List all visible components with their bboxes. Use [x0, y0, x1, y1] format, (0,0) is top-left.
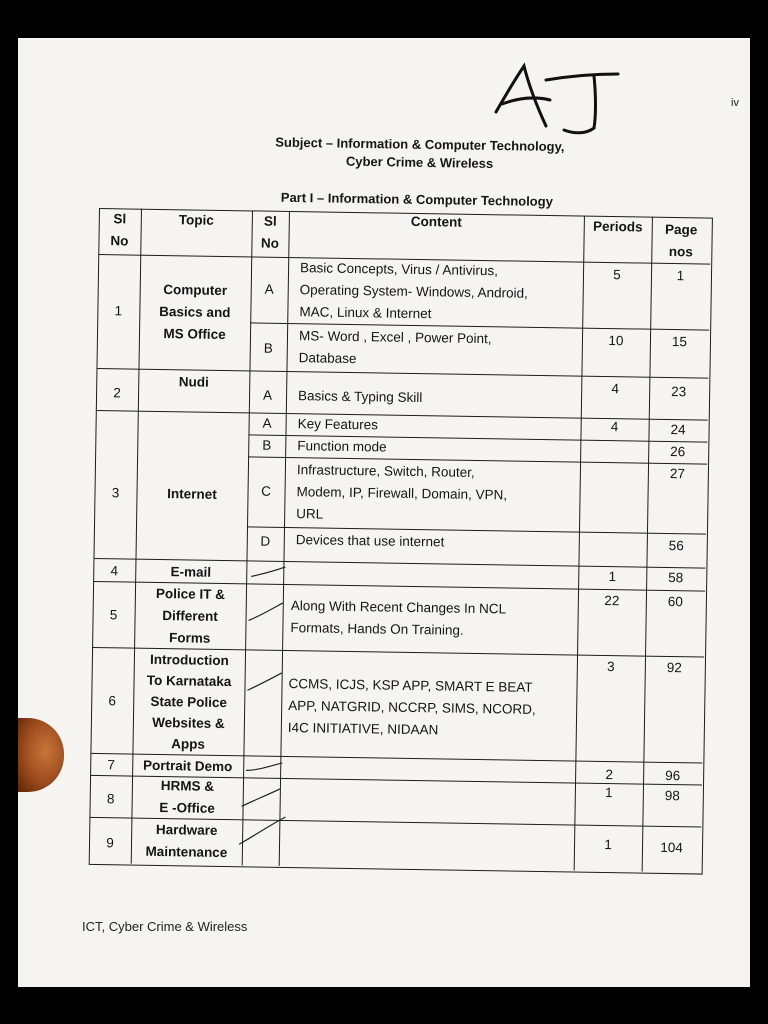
row-3-sl: 3 — [111, 485, 120, 501]
row-3-topic: Internet — [167, 486, 217, 502]
subject-line-2: Cyber Crime & Wireless — [345, 153, 494, 171]
row-5-page: 60 — [667, 593, 684, 610]
page-footer: ICT, Cyber Crime & Wireless — [82, 919, 248, 934]
row-8-sl: 8 — [106, 791, 115, 807]
handwritten-initials — [490, 60, 630, 140]
row-3c-page: 27 — [669, 466, 686, 482]
row-5-periods: 22 — [604, 592, 620, 609]
row-3a-periods: 4 — [610, 419, 619, 435]
row-8-periods: 1 — [604, 785, 613, 801]
row-1-sl: 1 — [114, 303, 123, 319]
row-1a-periods: 5 — [613, 267, 621, 283]
row-3d-sub: D — [260, 533, 271, 549]
row-4-periods: 1 — [608, 569, 617, 585]
row-3a-sub: A — [262, 415, 272, 431]
header-topic: Topic — [178, 212, 214, 228]
row-6-sl: 6 — [108, 693, 117, 709]
header-sub-sl-no: Sl No — [260, 213, 280, 251]
header-periods: Periods — [592, 218, 643, 235]
row-2-sub: A — [262, 387, 273, 403]
row-3b-sub: B — [262, 437, 272, 453]
row-1b-sub: B — [263, 340, 273, 356]
header-sl-no: Sl No — [110, 211, 129, 249]
part-title: Part I – Information & Computer Technology — [280, 189, 553, 210]
row-1a-sub: A — [264, 281, 274, 297]
row-3d-page: 56 — [668, 537, 684, 554]
page-number: iv — [731, 97, 739, 109]
subject-line-1: Subject – Information & Computer Technology, — [275, 134, 565, 155]
syllabus-table — [89, 208, 714, 876]
row-3a-page: 24 — [670, 422, 686, 438]
row-6-topic: Introduction To Karnataka State Police Websites & Apps — [146, 651, 232, 752]
row-9-page: 104 — [660, 839, 683, 856]
row-7-topic: Portrait Demo — [142, 757, 233, 775]
row-9-periods: 1 — [604, 837, 612, 853]
subject-heading — [239, 133, 600, 175]
handwritten-tick-marks — [89, 208, 714, 876]
row-4-topic: E-mail — [170, 564, 212, 580]
row-7-sl: 7 — [107, 757, 116, 773]
row-3a-content: Key Features — [297, 416, 379, 433]
row-9-topic: Hardware Maintenance — [145, 821, 228, 861]
row-4-page: 58 — [668, 569, 684, 586]
row-3b-content: Function mode — [297, 438, 387, 455]
row-2-topic: Nudi — [178, 374, 209, 390]
row-3d-content: Devices that use internet — [295, 532, 445, 550]
header-content: Content — [410, 213, 462, 230]
row-2-page: 23 — [671, 384, 687, 400]
row-8-topic: HRMS & E -Office — [159, 778, 215, 816]
row-6-content: CCMS, ICJS, KSP APP, SMART E BEAT APP, NATGRID, NCCRP, SIMS, NCORD, I4C INITIATIVE, NIDAAN — [287, 676, 536, 738]
row-9-sl: 9 — [106, 835, 114, 851]
row-1a-page: 1 — [676, 268, 685, 284]
row-7-periods: 2 — [605, 767, 614, 783]
row-5-topic: Police IT & Different Forms — [155, 585, 226, 646]
row-8-page: 98 — [664, 787, 680, 804]
row-6-page: 92 — [666, 659, 682, 676]
row-7-page: 96 — [665, 767, 681, 784]
row-3c-sub: C — [261, 483, 272, 499]
row-1a-content: Basic Concepts, Virus / Antivirus, Operating System- Windows, Android, MAC, Linux & Internet — [299, 260, 528, 322]
row-1b-periods: 10 — [608, 333, 624, 349]
row-2-periods: 4 — [611, 381, 620, 397]
row-1b-content: MS- Word , Excel , Power Point, Database — [298, 328, 492, 367]
row-2-content: Basics & Typing Skill — [297, 388, 423, 406]
row-1b-page: 15 — [671, 334, 688, 350]
header-page-nos: Page nos — [664, 221, 698, 260]
row-1-topic: Computer Basics and MS Office — [159, 282, 231, 343]
row-3b-page: 26 — [670, 444, 686, 460]
row-2-sl: 2 — [113, 385, 121, 401]
row-5-sl: 5 — [109, 607, 118, 623]
row-5-content: Along With Recent Changes In NCL Formats, Hands On Training. — [290, 598, 507, 638]
row-4-sl: 4 — [110, 563, 119, 579]
row-3c-content: Infrastructure, Switch, Router, Modem, IP, Firewall, Domain, VPN, URL — [296, 462, 508, 522]
row-6-periods: 3 — [606, 659, 615, 675]
